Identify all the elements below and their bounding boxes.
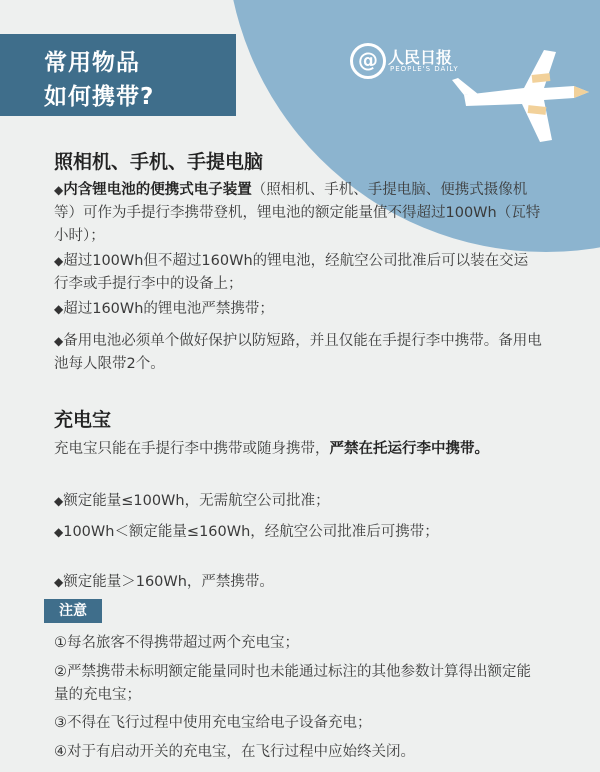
bullet-icon: ◆: [54, 334, 64, 348]
notes-label: 注意: [44, 599, 102, 623]
airplane-icon: [444, 40, 594, 150]
bullet-icon: ◆: [54, 254, 64, 268]
bullet-icon: ◆: [54, 525, 64, 539]
device-rule-2: ◆超过100Wh但不超过160Wh的锂电池，经航空公司批准后可以装在交运行李或手提行李中的设备上；: [54, 253, 529, 292]
powerbank-rule-1: ◆额定能量≤100Wh，无需航空公司批准；: [54, 493, 330, 509]
logo-text: 人民日报: [388, 48, 453, 67]
logo-subtext: PEOPLE'S DAILY: [390, 65, 459, 73]
section-title-devices: 照相机、手机、手提电脑: [54, 151, 264, 173]
title-line-1: 常用物品: [44, 50, 140, 76]
note-item-2: ②严禁携带未标明额定能量同时也未能通过标注的其他参数计算得出额定能量的充电宝；: [54, 664, 531, 703]
device-rule-4: ◆备用电池必须单个做好保护以防短路，并且仅能在手提行李中携带。备用电池每人限带2个。: [54, 333, 542, 372]
note-item-3: ③不得在飞行过程中使用充电宝给电子设备充电；: [54, 715, 372, 731]
powerbank-rule-2: ◆100Wh＜额定能量≤160Wh，经航空公司批准后可携带；: [54, 524, 439, 540]
title-banner: [0, 34, 236, 116]
device-rule-3: ◆超过160Wh的锂电池严禁携带；: [54, 301, 274, 317]
powerbank-intro: 充电宝只能在手提行李中携带或随身携带，严禁在托运行李中携带。: [54, 441, 489, 457]
title-line-2: 如何携带?: [44, 84, 155, 110]
note-item-1: ①每名旅客不得携带超过两个充电宝；: [54, 635, 299, 651]
powerbank-rule-3: ◆额定能量＞160Wh，严禁携带。: [54, 574, 274, 590]
bullet-icon: ◆: [54, 494, 64, 508]
note-item-4: ④对于有启动开关的充电宝，在飞行过程中应始终关闭。: [54, 744, 415, 760]
device-rule-1: ◆内含锂电池的便携式电子装置（照相机、手机、手提电脑、便携式摄像机等）可作为手提行李携带登机，锂电池的额定能量值不得超过100Wh（瓦特小时）；: [54, 182, 541, 244]
bullet-icon: ◆: [54, 575, 64, 589]
bullet-icon: ◆: [54, 183, 64, 197]
at-icon: @: [350, 43, 386, 79]
section-title-powerbank: 充电宝: [54, 409, 112, 431]
bullet-icon: ◆: [54, 302, 64, 316]
